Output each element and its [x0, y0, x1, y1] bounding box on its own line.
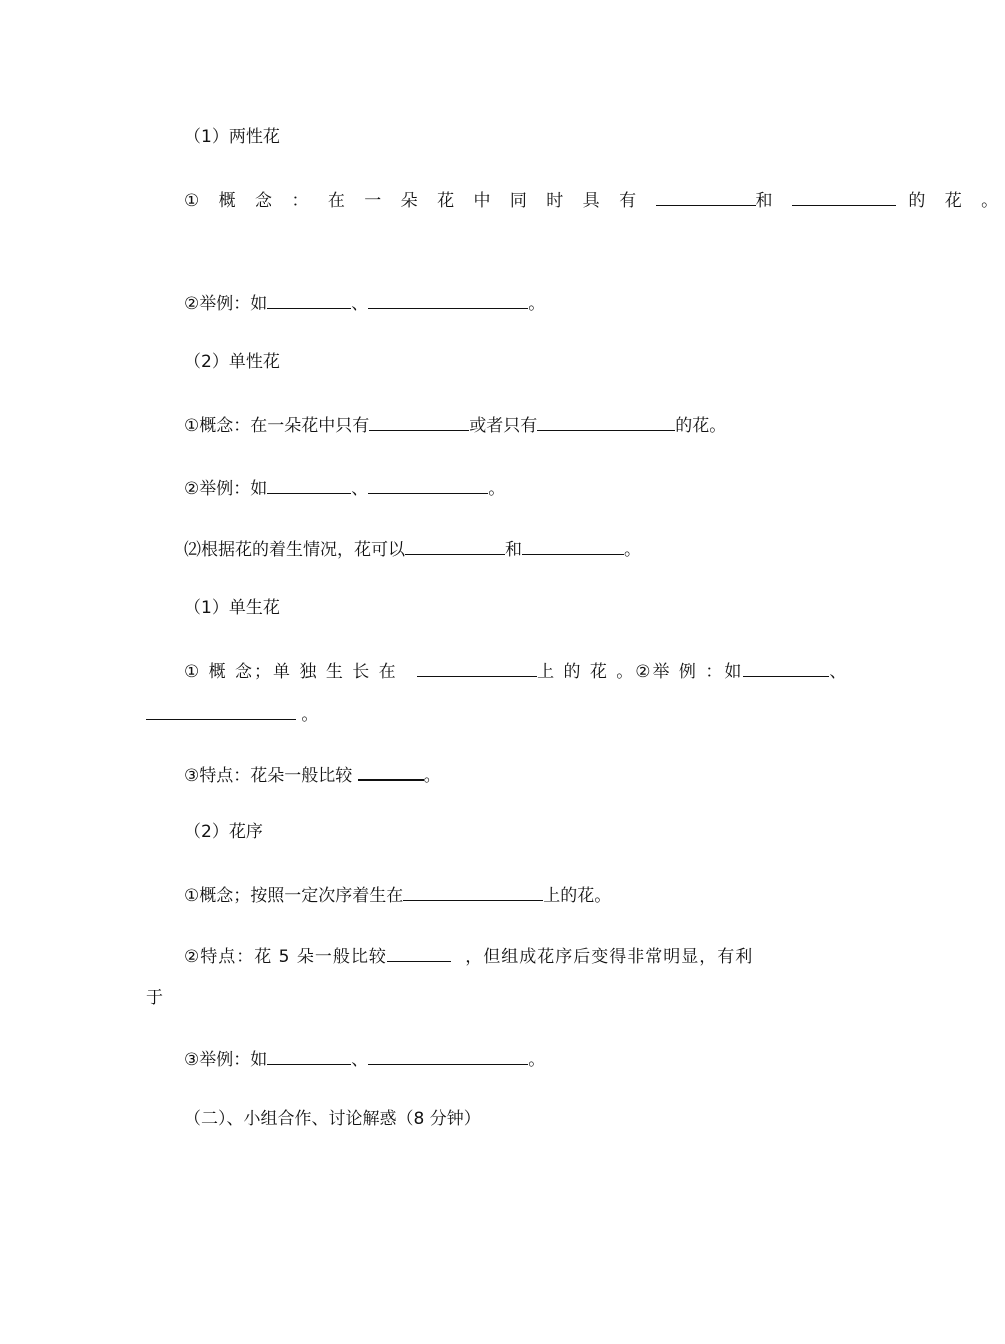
- answer-blank[interactable]: [267, 291, 351, 309]
- inflorescence-example-line: ③举例：如 、 。: [184, 1047, 545, 1071]
- solitary-concept-line: ① 概 念；单 独 生 长 在 上 的 花 。②举 例 ：如 、: [184, 659, 848, 683]
- bisexual-example-line: ②举例：如 、 。: [184, 291, 545, 315]
- inflorescence-feature-continuation: 于: [146, 988, 163, 1008]
- heading-bisexual-flower: （1）两性花: [184, 127, 280, 147]
- answer-blank[interactable]: [522, 537, 624, 555]
- heading-inflorescence: （2）花序: [184, 822, 263, 842]
- answer-blank[interactable]: [368, 1047, 528, 1065]
- heading-solitary-flower: （1）单生花: [184, 598, 280, 618]
- answer-blank[interactable]: [387, 944, 451, 962]
- answer-blank[interactable]: [267, 476, 351, 494]
- unisexual-example-line: ②举例：如 、 。: [184, 476, 505, 500]
- heading-unisexual-flower: （2）单性花: [184, 352, 280, 372]
- solitary-example-continuation: 。: [146, 702, 318, 726]
- inflorescence-feature-line: ②特点：花 5 朵一般比较 ，但组成花序后变得非常明显，有利: [184, 944, 753, 968]
- answer-blank[interactable]: [656, 188, 756, 206]
- answer-blank[interactable]: [358, 762, 424, 781]
- answer-blank[interactable]: [743, 659, 829, 677]
- bisexual-concept-text: ① 概 念 ： 在 一 朵 花 中 同 时 具 有: [184, 191, 644, 211]
- answer-blank[interactable]: [537, 413, 675, 431]
- answer-blank[interactable]: [267, 1047, 351, 1065]
- answer-blank[interactable]: [369, 413, 469, 431]
- section-heading-group-discussion: （二）、小组合作、讨论解惑（8 分钟）: [184, 1109, 481, 1129]
- flower-arrangement-line: ⑵根据花的着生情况，花可以 和 。: [184, 537, 641, 561]
- inflorescence-concept-line: ①概念；按照一定次序着生在 上的花。: [184, 883, 611, 907]
- unisexual-concept-line: ①概念：在一朵花中只有 或者只有 的花。: [184, 413, 726, 437]
- solitary-feature-line: ③特点：花朵一般比较 。: [184, 762, 441, 787]
- answer-blank[interactable]: [368, 476, 488, 494]
- bisexual-concept-line: ① 概 念 ： 在 一 朵 花 中 同 时 具 有 和 的 花 。: [184, 188, 1005, 212]
- answer-blank[interactable]: [417, 659, 537, 677]
- answer-blank[interactable]: [403, 883, 543, 901]
- answer-blank[interactable]: [368, 291, 528, 309]
- answer-blank[interactable]: [792, 188, 896, 206]
- answer-blank[interactable]: [146, 702, 296, 720]
- answer-blank[interactable]: [405, 537, 505, 555]
